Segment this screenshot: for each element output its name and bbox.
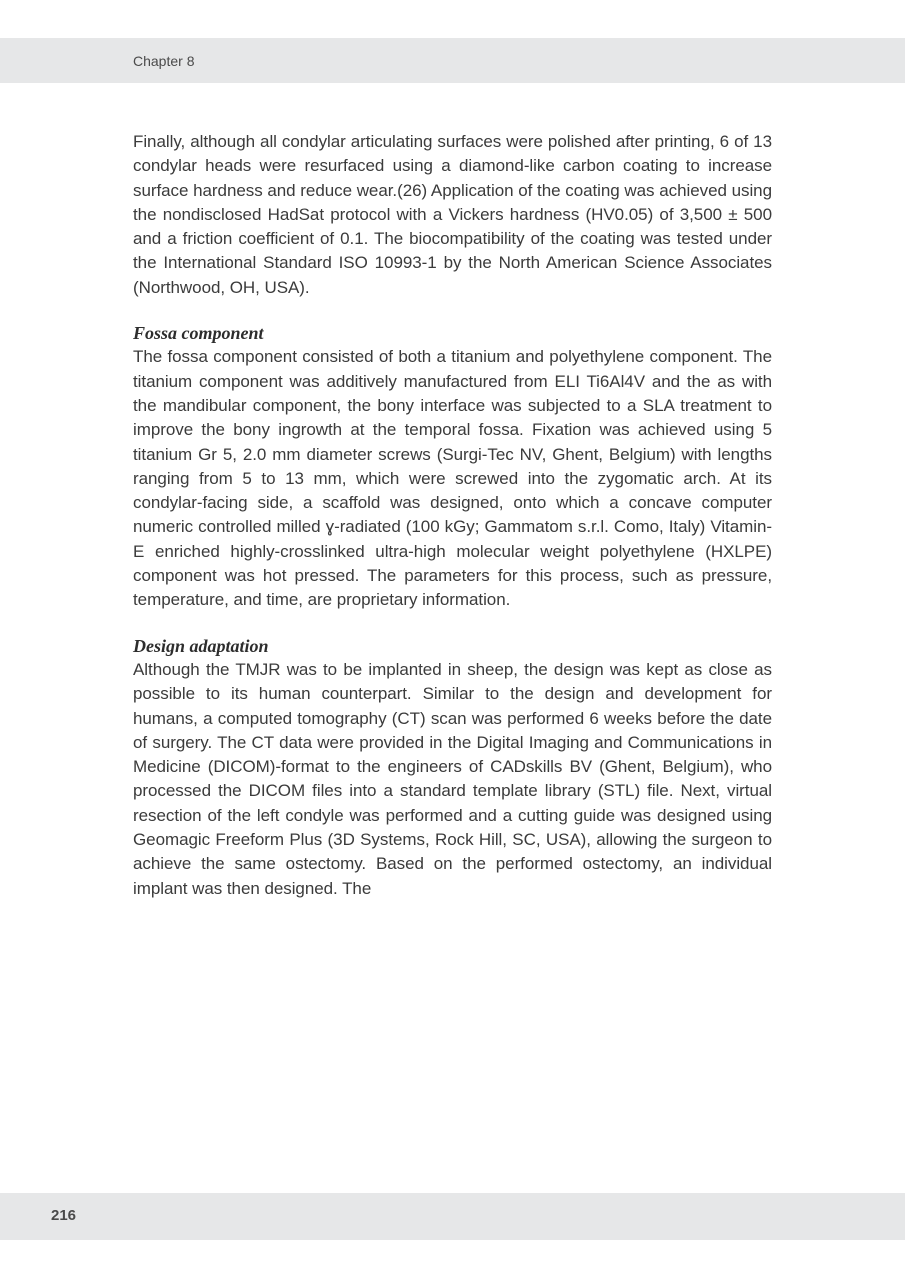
design-adaptation-heading: Design adaptation [133, 635, 269, 656]
paragraph-gap [133, 613, 772, 634]
paragraph-gap [133, 300, 772, 321]
design-adaptation-paragraph: Although the TMJR was to be implanted in sheep, the design was kept as close as possible to its human counterpart. Similar to the design and development for humans, a computed tomography (CT) scan was performed 6 weeks before the date of surgery. The CT data were provided in the Digital Imaging and Communications in Medicine (DICOM)-format to the engineers of CADskills BV (Ghent, Belgium), who processed the DICOM files into a standard template library (STL) file. Next, virtual resection of the left condyle was performed and a cutting guide was designed using Geomagic Freeform Plus (3D Systems, Rock Hill, SC, USA), allowing the surgeon to achieve the same ostectomy. Based on the performed ostectomy, an individual implant was then designed. The [133, 659, 772, 898]
coating-paragraph: Finally, although all condylar articulating surfaces were polished after printing, 6 of 13 condylar heads were resurfaced using a diamond-like carbon coating to increase surface hardness and reduce wear.(26) Application of the coating was achieved using the nondisclosed HadSat protocol with a Vickers hardness (HV0.05) of 3,500 ± 500 and a friction coefficient of 0.1. The biocompatibility of the coating was tested under the International Standard ISO 10993-1 by the North American Science Associates (Northwood, OH, USA). [133, 132, 772, 297]
chapter-label: Chapter 8 [133, 53, 195, 69]
page-body [133, 130, 772, 901]
page-footer [0, 1193, 905, 1240]
fossa-component-paragraph: The fossa component consisted of both a titanium and polyethylene component. The titanium component was additively manufactured from ELI Ti6Al4V and the as with the mandibular component, the bony interface was subjected to a SLA treatment to improve the bony ingrowth at the temporal fossa. Fixation was achieved using 5 titanium Gr 5, 2.0 mm diameter screws (Surgi-Tec NV, Ghent, Belgium) with lengths ranging from 5 to 13 mm, which were screwed into the zygomatic arch. At its condylar-facing side, a scaffold was designed, onto which a concave computer numeric controlled milled ɣ-radiated (100 kGy; Gammatom s.r.l. Como, Italy) Vitamin-E enriched highly-crosslinked ultra-high molecular weight polyethylene (HXLPE) component was hot pressed. The parameters for this process, such as pressure, temperature, and time, are proprietary information. [133, 347, 772, 610]
fossa-component-heading: Fossa component [133, 323, 264, 344]
running-header [0, 38, 905, 83]
page-number: 216 [51, 1207, 77, 1224]
